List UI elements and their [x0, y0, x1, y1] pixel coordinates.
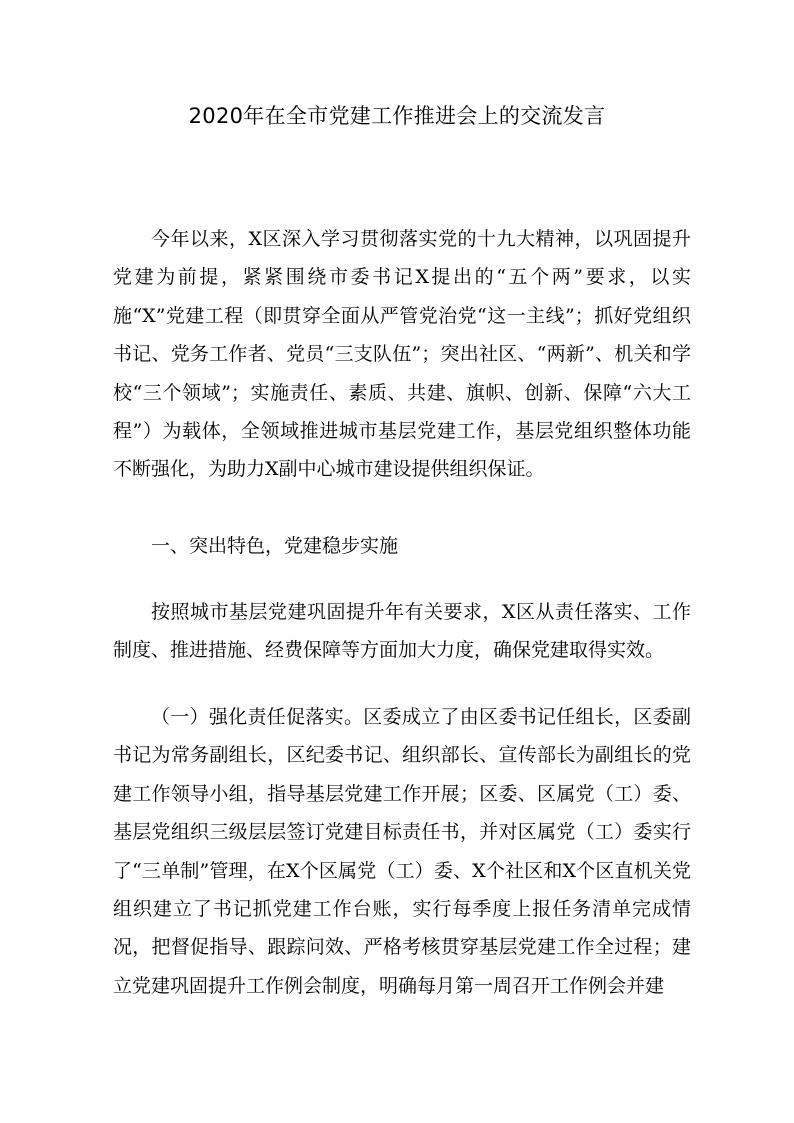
paragraph-intro: 今年以来，X区深入学习贯彻落实党的十九大精神，以巩固提升党建为前提，紧紧围绕市委书记X提出的“五个两”要求，以实施“X”党建工程（即贯穿全面从严管党治党“这一主线”；抓好党组织书记、党务工作者、党员“三支队伍”；突出社区、“两新”、机关和学校“三个领域”；实施责任、素质、共建、旗帜、创新、保障“六大工程”）为载体，全领域推进城市基层党建工作，基层党组织整体功能不断强化，为助力X副中心城市建设提供组织保证。 — [113, 228, 691, 481]
paragraph-requirements: 按照城市基层党建巩固提升年有关要求，X区从责任落实、工作制度、推进措施、经费保障等方面加大力度，确保党建取得实效。 — [113, 601, 691, 662]
document-title: 2020年在全市党建工作推进会上的交流发言 — [188, 104, 606, 128]
paragraph-responsibility: （一）强化责任促落实。区委成立了由区委书记任组长，区委副书记为常务副组长，区纪委书记、组织部长、宣传部长为副组长的党建工作领导小组，指导基层党建工作开展；区委、区属党（工）委、基层党组织三级层层签订党建目标责任书，并对区属党（工）委实行了“三单制”管理，在X个区属党（工）委、X个社区和X个区直机关党组织建立了书记抓党建工作台账，实行每季度上报任务清单完成情况，把督促指导、跟踪问效、严格考核贯穿基层党建工作全过程；建立党建巩固提升工作例会制度，明确每月第一周召开工作例会并建 — [113, 706, 691, 997]
section-heading: 一、突出特色，党建稳步实施 — [151, 535, 399, 557]
